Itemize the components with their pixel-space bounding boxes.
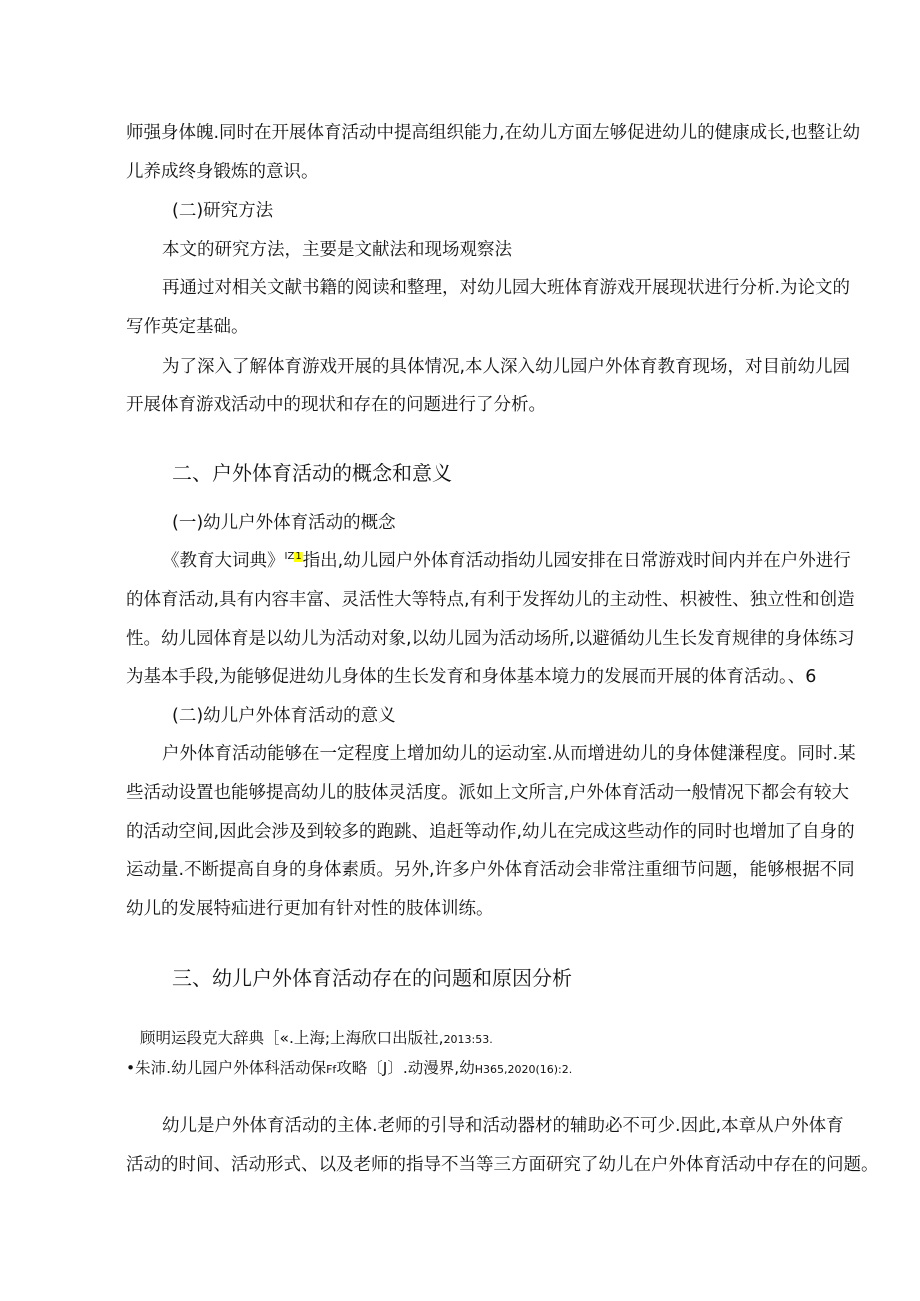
section-2-p1-line-3: 性。幼儿园体育是以幼儿为活动对象,以幼儿园为活动场所,以避循幼儿生长发育规律的身体练习 [126, 629, 855, 649]
footnote-1 [140, 1028, 493, 1050]
citation-marker[interactable]: 1 [295, 551, 302, 563]
method-p2-line-1: 再通过对相关文献书籍的阅读和整理，对幼儿园大班体育游戏开展现状进行分析.为论文的 [162, 278, 851, 298]
section-2-p2-line-3: 的活动空间,因此会涉及到较多的跑跳、追赶等动作,幼儿在完成这些动作的同时也增加了自身的 [126, 822, 855, 842]
section-2-p2-line-1: 户外体育活动能够在一定程度上增加幼儿的运动室.从而增进幼儿的身体健溓程度。同时.某 [162, 744, 856, 764]
footnote-2 [126, 1058, 572, 1080]
section-2-p1-line-1 [162, 549, 851, 573]
footnote-2-mid: 攻略〔J〕.动漫界,幼 [336, 1059, 475, 1077]
section-2-p1-line-2: 的体育活动,具有内容丰富、灵活性大等特点,有利于发挥幼儿的主动性、枳被性、独立性和创造 [126, 590, 855, 610]
closing-line-2: 活动的时间、活动形式、以及老师的指导不当等三方面研究了幼儿在户外体育活动中存在的问题。 [126, 1155, 879, 1175]
method-p2-line-2: 写作英定基础。 [126, 317, 249, 337]
citation-prefix: IZ [284, 551, 295, 563]
section-2-p2-line-2: 些活动设置也能够提高幼儿的肢体灵活度。派如上文所言,户外体育活动一般情况下都会有较大 [126, 783, 850, 803]
section-2-p2-line-5: 幼儿的发展特疝进行更加有针对性的肢体训练。 [126, 899, 494, 919]
footnote-1-main: 顾明运段克大辞典［«.上海;上海欣口出版社, [140, 1029, 444, 1047]
section-2-heading: 二、户外体育活动的概念和意义 [172, 461, 452, 485]
method-heading: (二)研究方法 [172, 201, 274, 221]
section-3-heading: 三、幼儿户外体育活动存在的问题和原因分析 [172, 966, 572, 990]
intro-line-2: 儿养成终身锻炼的意识。 [126, 162, 319, 182]
section-2-sub-2: (二)幼儿户外体育活动的意义 [172, 706, 396, 726]
closing-line-1: 幼儿是户外体育活动的主体.老师的引导和活动器材的辅助必不可少.因此,本章从户外体育 [162, 1116, 844, 1136]
book-title: 《教育大词典》 [162, 551, 285, 571]
footnote-2-ft: Ff [326, 1063, 337, 1076]
method-p3-line-2: 开展体育游戏活动中的现状和存在的问题进行了分析。 [126, 395, 546, 415]
section-2-sub-1: (一)幼儿户外体育活动的概念 [172, 513, 396, 533]
method-line-1: 本文的研究方法，主要是文献法和现场观察法 [162, 240, 512, 260]
footnote-2-tail: H365,2020(16):2. [474, 1063, 573, 1076]
section-2-p1-line-4: 为基本手段,为能够促进幼儿身体的生长发育和身体基本境力的发展而开展的体育活动。、6 [126, 667, 817, 687]
section-2-p2-line-4: 运动量.不断提高自身的身体素质。另外,许多户外体育活动会非常注重细节问题，能够根据不同 [126, 860, 855, 880]
section-2-p1-rest: 指出,幼儿园户外体育活动指幼儿园安排在日常游戏时间内并在户外进行 [302, 551, 851, 571]
method-p3-line-1: 为了深入了解体育游戏开展的具体情况,本人深入幼儿园户外体育教育现场，对目前幼儿园 [162, 357, 851, 377]
intro-line-1: 师强身体魄.同时在开展体育活动中提高组织能力,在幼儿方面左够促进幼儿的健康成长,也整让幼 [126, 123, 861, 143]
footnote-2-main: •朱沛.幼儿园户外体科活动保 [126, 1059, 327, 1077]
footnote-1-tail: 2013:53. [443, 1033, 493, 1046]
